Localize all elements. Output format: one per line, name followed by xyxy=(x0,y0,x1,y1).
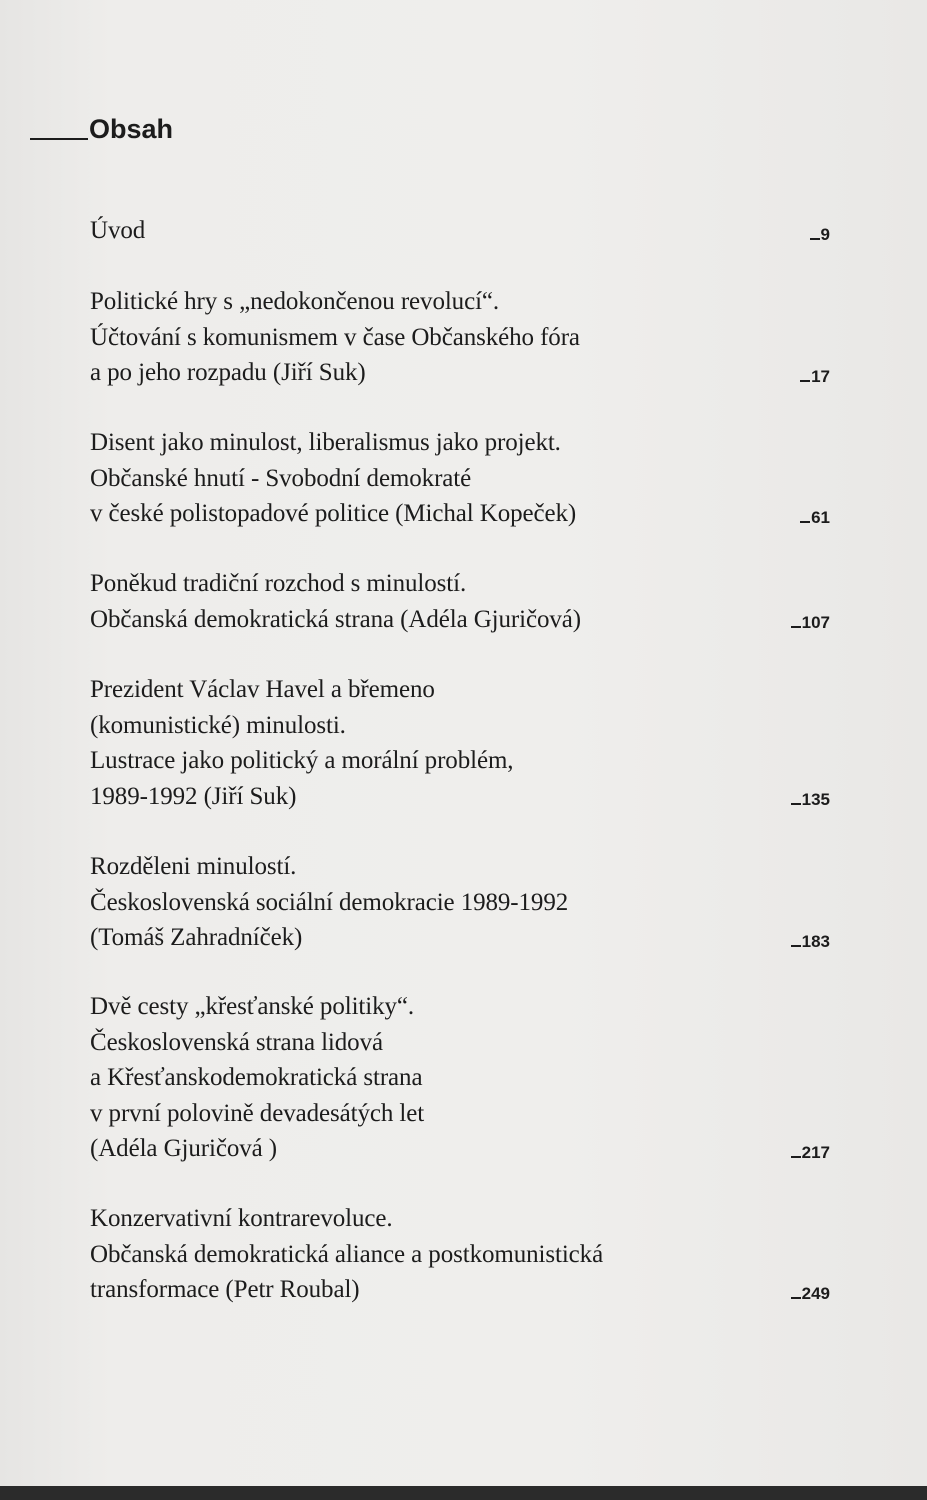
entry-line: transformace (Petr Roubal) xyxy=(90,1276,360,1303)
entry-page-number xyxy=(800,508,830,528)
page-number-value: 183 xyxy=(801,931,830,951)
toc-entry-prezident xyxy=(90,672,830,814)
entry-page-number xyxy=(791,1143,830,1163)
page-dash xyxy=(791,1156,801,1158)
entry-line: a po jeho rozpadu (Jiří Suk) xyxy=(90,359,366,386)
entry-page-number xyxy=(791,790,830,810)
page-dash xyxy=(791,945,801,947)
entry-line: Prezident Václav Havel a břemeno xyxy=(90,676,435,703)
page-number-value: 9 xyxy=(820,224,830,244)
entry-page-number xyxy=(791,1284,830,1304)
page-bottom-edge xyxy=(0,1486,927,1500)
entry-page-number xyxy=(791,932,830,952)
entry-line: Rozděleni minulostí. xyxy=(90,853,297,880)
entry-line: Účtování s komunismem v čase Občanského fóra xyxy=(90,323,580,351)
page-number-value: 135 xyxy=(801,790,830,809)
entry-line: Občanská demokratická aliance a postkomunistická xyxy=(90,1240,604,1268)
toc-entry-dve-cesty xyxy=(90,989,830,1167)
page-dash xyxy=(810,238,820,240)
page-dash xyxy=(791,626,801,628)
entry-line: Občanská demokratická strana (Adéla Gjuričová) xyxy=(90,605,582,633)
entry-line: Československá sociální demokracie 1989-1992 xyxy=(90,888,569,916)
entry-line: Poněkud tradiční rozchod s minulostí. xyxy=(90,570,467,597)
entry-line: Úvod xyxy=(90,217,146,244)
entry-line: (komunistické) minulosti. xyxy=(90,711,346,739)
toc-entry-rozdeleni xyxy=(90,849,830,956)
toc-entry-disent xyxy=(90,425,830,532)
page-number-value: 249 xyxy=(801,1283,830,1303)
toc-heading xyxy=(30,112,173,146)
entry-line: Československá strana lidová xyxy=(90,1028,383,1056)
page-number-value: 61 xyxy=(811,507,830,527)
entry-line: Politické hry s „nedokončenou revolucí“. xyxy=(90,288,500,315)
entry-line: v české polistopadové politice (Michal Kopeček) xyxy=(90,500,577,527)
toc-entry-ponekud xyxy=(90,566,830,637)
page-dash xyxy=(800,521,810,523)
entry-line: Dvě cesty „křesťanské politiky“. xyxy=(90,993,415,1020)
entry-line: 1989-1992 (Jiří Suk) xyxy=(90,782,297,810)
toc-entry-uvod xyxy=(90,213,830,249)
toc-title: Obsah xyxy=(89,114,174,144)
entry-line: (Tomáš Zahradníček) xyxy=(90,924,303,951)
entry-page-number xyxy=(791,613,830,633)
page-dash xyxy=(791,803,801,805)
page-dash xyxy=(791,1297,801,1299)
page-number-value: 217 xyxy=(801,1142,830,1162)
page-dash xyxy=(800,380,810,382)
page-number-value: 17 xyxy=(811,366,830,386)
entry-page-number xyxy=(810,225,830,245)
entry-line: a Křesťanskodemokratická strana xyxy=(90,1064,423,1091)
entry-line: Konzervativní kontrarevoluce. xyxy=(90,1205,393,1232)
entry-line: v první polovině devadesátých let xyxy=(90,1099,425,1127)
page-number-value: 107 xyxy=(801,613,830,632)
entry-line: (Adéla Gjuričová ) xyxy=(90,1135,278,1162)
toc-entry-politicke-hry xyxy=(90,284,830,391)
entry-line: Disent jako minulost, liberalismus jako projekt. xyxy=(90,429,561,456)
entry-line: Občanské hnutí - Svobodní demokraté xyxy=(90,464,472,492)
entry-page-number xyxy=(800,367,830,387)
toc-entry-konzervativni xyxy=(90,1201,830,1308)
heading-rule xyxy=(30,138,88,140)
entry-line: Lustrace jako politický a morální problém, xyxy=(90,747,514,774)
